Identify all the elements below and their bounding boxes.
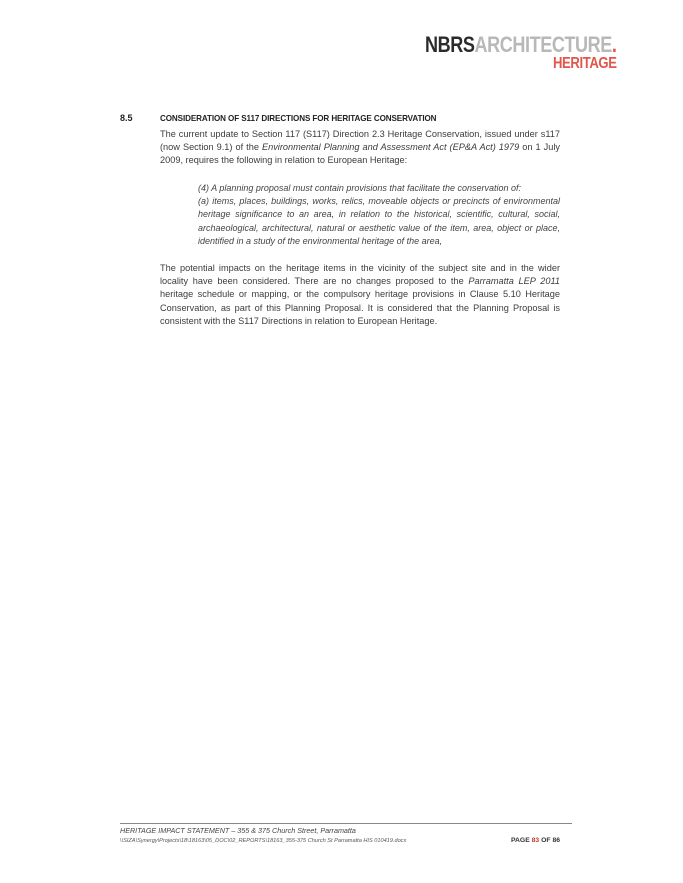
intro-text-2: on 1 July 2009, requires the following in relation to European Heritage: <box>160 142 560 166</box>
footer-file-path: \\SIZA\Synergy\Projects\18\18163\05_DOC\02_REPORTS\18163_355-375 Church St Parramatta HIS 010419.docx <box>120 838 407 844</box>
conclusion-paragraph <box>160 262 560 328</box>
footer-document-title: HERITAGE IMPACT STATEMENT – 355 & 375 Church Street, Parramatta <box>120 826 356 835</box>
conclusion-lep-name: Parramatta LEP 2011 <box>468 276 560 287</box>
page-of: OF <box>539 837 553 844</box>
conclusion-text-2: heritage schedule or mapping, or the compulsory heritage provisions in Clause 5.10 Heritage Conservation, as part of this Planning Proposal. It is considered that the Planning Proposal is consistent with the S117 Directions in relation to European Heritage. <box>160 289 560 326</box>
quote-line-2: (a) items, places, buildings, works, relics, moveable objects or precincts of environmental heritage significance to an area, in relation to the historical, scientific, cultural, social, archaeological, architectural, natural or aesthetic value of the item, area, object or place, identified in a study of the environmental heritage of the area, <box>198 196 560 246</box>
logo-wordmark <box>426 34 617 56</box>
logo-architecture: ARCHITECTURE <box>474 32 613 57</box>
logo-heritage: HERITAGE <box>553 55 617 72</box>
logo-nbrs: NBRS <box>425 32 475 57</box>
page-total: 86 <box>552 837 560 844</box>
page-label: PAGE <box>511 837 532 844</box>
footer-divider <box>120 823 572 824</box>
page-current: 83 <box>531 837 540 844</box>
intro-act-name: Environmental Planning and Assessment Act (EP&A Act) 1979 <box>261 142 520 153</box>
direction-quote <box>198 182 560 248</box>
intro-text-1: The current update to Section 117 (S117) Direction 2.3 Heritage Conservation, issued under s117 (now Section 9.1) of the <box>160 129 560 153</box>
quote-line-1: (4) A planning proposal must contain provisions that facilitate the conservation of: <box>198 183 522 193</box>
nbrs-logo <box>383 34 617 72</box>
logo-dot: . <box>612 32 617 57</box>
section-title: CONSIDERATION OF S117 DIRECTIONS FOR HERITAGE CONSERVATION <box>160 113 437 123</box>
conclusion-text-1: The potential impacts on the heritage items in the vicinity of the subject site and in the wider locality have been considered. There are no changes proposed to the <box>160 263 560 287</box>
section-number: 8.5 <box>120 113 133 123</box>
footer-page-number <box>511 837 560 844</box>
intro-paragraph <box>160 128 560 168</box>
